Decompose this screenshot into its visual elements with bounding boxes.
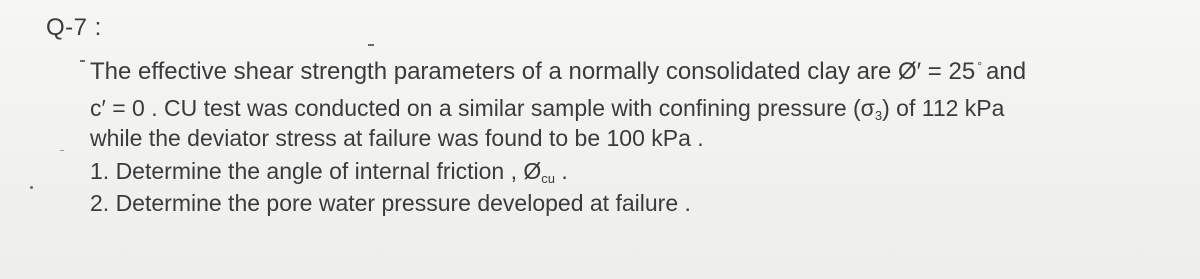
stray-mark bbox=[30, 186, 33, 189]
phi-subscript: cu bbox=[541, 171, 556, 186]
task-item-2: 2. Determine the pore water pressure developed at failure . bbox=[90, 190, 691, 216]
question-line-3: while the deviator stress at failure was found to be 100 kPa . bbox=[90, 125, 704, 151]
sigma-subscript: 3 bbox=[874, 108, 883, 123]
task-item-1-end: . bbox=[555, 158, 568, 184]
task-item-1-text: 1. Determine the angle of internal friction , Ø bbox=[90, 158, 542, 184]
line1-end: and bbox=[986, 58, 1027, 85]
task-item-1 bbox=[90, 158, 568, 186]
degree-mark: ° bbox=[977, 59, 982, 73]
line2-end: ) of 112 kPa bbox=[882, 95, 1005, 121]
stray-mark bbox=[80, 60, 85, 62]
question-line-2 bbox=[90, 95, 1004, 123]
question-line-1 bbox=[90, 58, 1026, 86]
line2-text: c′ = 0 . CU test was conducted on a similar sample with confining pressure (σ bbox=[90, 95, 875, 121]
stray-mark bbox=[60, 150, 64, 151]
question-number: Q-7 : bbox=[46, 14, 102, 41]
stray-mark bbox=[368, 44, 374, 46]
line1-text: The effective shear strength parameters of a normally consolidated clay are Ø′ = 25 bbox=[90, 58, 976, 85]
